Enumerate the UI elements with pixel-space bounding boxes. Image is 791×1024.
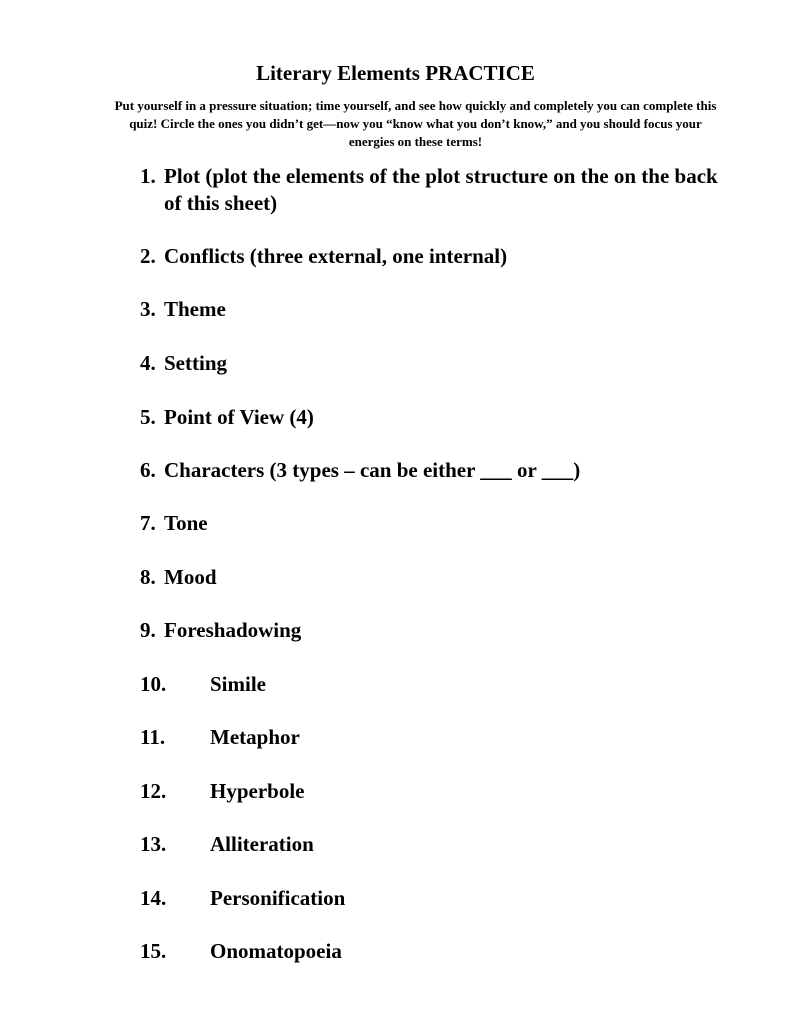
list-item [140,243,720,270]
item-text: Point of View (4) [164,405,314,429]
item-number: 3. [140,297,156,321]
list-item [140,831,720,858]
item-number: 6. [140,458,156,482]
list-item [140,885,720,912]
item-number: 13. [140,832,167,856]
item-text: Alliteration [210,832,314,856]
item-number: 7. [140,511,156,535]
item-text: Simile [210,672,266,696]
item-number: 9. [140,618,156,642]
item-text: Foreshadowing [164,618,302,642]
list-item [140,671,720,698]
item-number: 11. [140,725,166,749]
item-text: Theme [164,297,226,321]
list-item [140,404,720,431]
item-text: Metaphor [210,725,300,749]
list-item [140,564,720,591]
page-title: Literary Elements PRACTICE [256,61,535,85]
item-number: 14. [140,886,167,910]
item-number: 2. [140,244,156,268]
item-text: Characters (3 types – can be either ___ or ___) [164,458,581,482]
list-item [140,724,720,751]
item-number: 8. [140,565,156,589]
item-text: Conflicts (three external, one internal) [164,244,508,268]
list-item [140,938,720,965]
item-text: Plot (plot the elements of the plot structure on the on the back of this sheet) [164,164,718,215]
item-text: Setting [164,351,227,375]
item-text: Mood [164,565,217,589]
item-number: 15. [140,939,167,963]
item-number: 4. [140,351,156,375]
list-item [140,457,720,484]
item-number: 10. [140,672,167,696]
instructions-text: Put yourself in a pressure situation; time yourself, and see how quickly and completely you can complete this quiz! Circle the ones you didn’t get—now you “know what you don’t know,” and you should focus your energies on these terms! [114,98,717,149]
item-number: 12. [140,779,167,803]
list-item [140,617,720,644]
item-number: 5. [140,405,156,429]
item-text: Onomatopoeia [210,939,342,963]
list-item [140,163,720,217]
list-item [140,350,720,377]
item-number: 1. [140,164,156,188]
item-text: Personification [210,886,346,910]
item-text: Tone [164,511,208,535]
list-item [140,778,720,805]
list-item [140,296,720,323]
list-item [140,510,720,537]
item-text: Hyperbole [210,779,305,803]
